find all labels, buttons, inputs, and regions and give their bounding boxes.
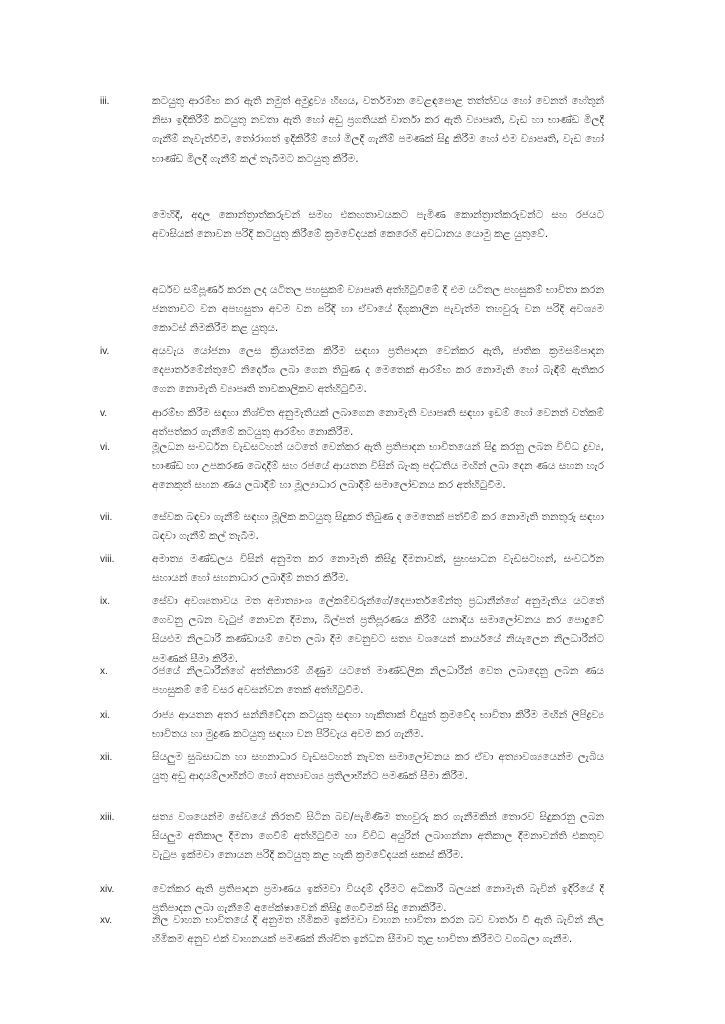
- item-text: රජයේ නිලධාරීන්ගේ අත්තිකාරම් ගිණුම යටතේ මාණ්ඩලික නිලධාරීන් වෙත ලබාදෙනු ලබන ණය පහසුකම් මේ වසර අවසන්වන තෙක් අත්හිටුවීම.: [152, 665, 604, 697]
- item-text: සේවක බඳවා ගැනීම් සඳහා මූලික කටයුතු සිදුකර තිබුණ ද මෙතෙක් පත්වීම් කර නොමැති තනතුරු සඳහා බඳවා ගැනීම් කල් තැබීම.: [152, 511, 604, 543]
- item-number: iii.: [100, 96, 110, 107]
- item-number: xii.: [100, 752, 113, 763]
- item-text: රාජ්‍ය ආයතන අතර සන්නිවේදන කටයුතු සඳහා හැකිතාක් විද්‍යුත් ක්‍රමවේද භාවිතා කිරීම මඟින් ලිපිද්‍රව්‍ය භාවිතය හා මුද්‍රණ කටයුතු සඳහා වන පිරිවැය අවම කර ගැනීම.: [152, 709, 604, 741]
- item-number: iv.: [100, 346, 110, 357]
- item-text: මෙහිදී, අදාල කොන්ත්‍රාත්කරුවන් සමඟ එකඟතාවයකට පැමිණ කොන්ත්‍රාත්කරුවන්ට සහ රජයට අවාසියක් නොවන පරිදි කටයුතු කිරීමේ ක්‍රමවේදයක් කෙරෙහි අවධානය යොමු කළ යුතුවේ.: [152, 209, 604, 241]
- item-text: වෙන්කර ඇති ප්‍රතිපාදන ප්‍රමාණය ඉක්මවා වියදම් දැරීමට අධිකාරී බලයක් නොමැති බැවින් ඉදිරියේ දී ප්‍රතිපාදන ලබා ගැනීමේ අපේක්ෂාවෙන් කිසිදු ගෙවීමක් සිදු නොකිරීම.: [152, 883, 604, 915]
- item-text: මූලධන සංවර්ධන වැඩසටහන් යටතේ වෙන්කර ඇති ප්‍රතිපාදන භාවිතයෙන් සිදු කරනු ලබන විවිධ ද්‍රව්‍ය, භාණ්ඩ හා උපකරණ බෙදාදීම් සහ රජයේ ආයතන විසින් බැංකු පද්ධතිය මඟින් ලබා දෙන ණය සහන හැර අනෙකුත් සහන ණය ලබාදීම් හා මූල්‍යාධාර ලබාදීම් සමාලෝචනය කර අත්හිටුවීම.: [152, 441, 604, 492]
- item-number: ix.: [100, 596, 110, 607]
- item-text: සියලුම සුබසාධන හා සහනාධාර වැඩසටහන් නැවත සමාලෝචනය කර ඒවා අත්‍යාවශ්‍යයෙන්ම ලැබිය යුතු අඩු ආදායම්ලාභීන්ට හෝ අත්‍යාවශ්‍ය ප්‍රතිලාභීන්ට පමණක් සීමා කිරීම.: [152, 751, 604, 783]
- item-text: ආරම්භ කිරීම සඳහා නිශ්චිත අනුමැතියක් ලබාගෙන නොමැති ව්‍යාපෘති සඳහා ඉඩම් හෝ වෙනත් වත්කම් අත්පත්කර ගැනීමේ කටයුතු ආරම්භ නොකිරීම.: [152, 407, 604, 439]
- item-number: v.: [100, 408, 108, 419]
- item-number: viii.: [100, 554, 115, 565]
- item-text: අයවැය යෝජනා ලෙස ක්‍රියාත්මක කිරීම සඳහා ප්‍රතිපාදන වෙන්කර ඇති, ජාතික ක්‍රමසම්පාදන දෙපාර්තමේන්තුවේ නිර්දේශ ලබා ගෙන තිබුණ ද මෙතෙක් ආරම්භ කර නොමැති හෝ බැඳීම් ඇතිකර ගෙන නොමැති ව්‍යාපෘති තාවකාලිකව අත්හිටුවීම.: [152, 345, 604, 396]
- item-number: vii.: [100, 512, 113, 523]
- item-number: xi.: [100, 710, 110, 721]
- item-number: xiii.: [100, 812, 115, 823]
- item-text: සත්‍ය වශයෙන්ම සේවයේ නිරතවී සිටින බව/පැමිණීම තහවුරු කර ගැනීමකින් තොරව සිදුකරනු ලබන සියලුම අතිකාල දීමනා ගෙවීම් අත්හිටුවීම හා විවිධ අයුරින් ලබාගන්නා අතිකාල දීමනාවන්ති එකතුව වැටුප ඉක්මවා නොයන පරිදි කටයුතු කළ හැකි ක්‍රමවේදයක් සකස් කිරීම.: [152, 811, 604, 862]
- item-number: vi.: [100, 442, 110, 453]
- item-text: අමාත්‍ය මණ්ඩලය විසින් අනුමත කර නොමැති කිසිදු දීමනාවක්, සුභසාධන වැඩසටහන්, සංවර්ධන සහායන් හෝ සහනාධාර ලබාදීම් නතර කිරීම.: [152, 553, 604, 585]
- item-number: xv.: [100, 915, 113, 926]
- item-number: x.: [100, 666, 108, 677]
- item-text: කටයුතු ආරම්භ කර ඇති නමුත් අමුද්‍රව්‍ය හිඟය, වර්තමාන වෙළඳපොළ තත්ත්වය හෝ වෙනත් හේතූන් නිසා ඉදිකිරීම් කටයුතු නවතා ඇති හෝ අඩු ප්‍රගතියක් වාර්තා කර ඇති ව්‍යාපෘති, වැඩ හා භාණ්ඩ මිලදී ගැනීම් නැවැත්වීම, තෝරාගත් ඉදිකිරීම් හෝ මිලදී ගැනීම් පමණක් සිදු කිරීම හෝ එම ව්‍යාපෘති, වැඩ හෝ භාණ්ඩ මිලදී ගැනීම් කල් තැබීමට කටයුතු කිරීම.: [152, 95, 604, 165]
- item-number: xiv.: [100, 884, 115, 895]
- item-text: සේවා අවශ්‍යතාවය මත අමාත්‍යාංශ ලේකම්වරුන්ගේ/දෙපාර්තමේන්තු ප්‍රධානීන්ගේ අනුමැතිය යටතේ ගෙවනු ලබන වැටුප් නොවන දීමනා, බිල්පත් ප්‍රතිපූරණය කිරීම් යනාදිය සමාලෝචනය කර පොදුවේ සියළුම නිලධාරී කණ්ඩායම් වෙත ලබා දීම වෙනුවට සත්‍ය වශයෙන් කාර්යයේ නියැලෙන නිලධාරීන්ට පමණක් සීමා කිරීම.: [152, 595, 604, 665]
- item-text: නිල වාහන භාවිතයේ දී අනුමත හිමිකම ඉක්මවා වාහන භාවිතා කරන බව වාර්තා වී ඇති බැවින් නිල හිමිකම අනුව එක් වාහනයක් පමණක් නිශ්චිත ඉන්ධන සීමාව තුළ භාවිතා කිරීමට වගබලා ගැනීම.: [152, 914, 604, 946]
- item-text: අර්ධව සම්පූර්ණ කරන ලද යටිතල පහසුකම් ව්‍යාපෘති අත්හිටුවීමේ දී එම යටිතල පහසුකම් භාවිතා කරන ජනතාවට වන අපහසුතා අවම වන පරිදි හා ඒවායේ දිගුකාලීන පැවැත්ම තහවුරු වන පරිදි අවශ්‍යම කොටස් නිමකිරීම කළ යුතුය.: [152, 284, 604, 335]
